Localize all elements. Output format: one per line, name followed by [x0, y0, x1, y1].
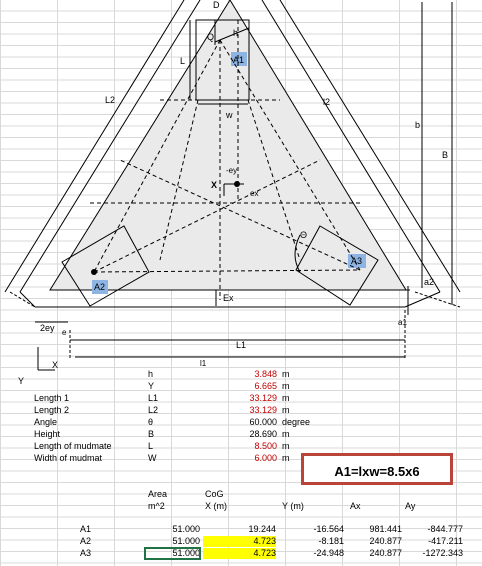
cell-ay[interactable]: -417.211: [428, 536, 463, 546]
label-l1-outer: L1: [236, 340, 247, 350]
param-value[interactable]: 28.690: [249, 429, 277, 439]
cell-x[interactable]: 19.244: [248, 524, 276, 534]
header-cog[interactable]: CoG: [205, 489, 224, 499]
param-symbol[interactable]: Y: [148, 381, 155, 391]
label-2ey: 2ey: [40, 323, 55, 333]
param-unit[interactable]: m: [282, 405, 290, 415]
param-symbol[interactable]: L2: [148, 405, 159, 415]
cell-y[interactable]: -16.564: [313, 524, 344, 534]
row-label[interactable]: A2: [80, 536, 92, 546]
label-q: Q: [207, 32, 215, 42]
param-unit[interactable]: m: [282, 441, 290, 451]
param-unit[interactable]: m: [282, 393, 290, 403]
param-value[interactable]: 6.665: [254, 381, 277, 391]
cell-area-selected[interactable]: 51.000: [145, 548, 200, 559]
param-name[interactable]: Height: [34, 429, 61, 439]
label-a1-dim: a1: [398, 318, 407, 327]
label-l2-inner: l2: [323, 97, 331, 107]
label-w: w: [226, 110, 233, 120]
label-l: L: [180, 56, 186, 66]
header-ay[interactable]: Ay: [405, 501, 416, 511]
cell-x[interactable]: 4.723: [203, 548, 276, 559]
row-label[interactable]: A3: [80, 548, 92, 558]
param-symbol[interactable]: B: [148, 429, 155, 439]
label-l2-outer: L2: [105, 95, 116, 105]
cell-ax[interactable]: 240.877: [369, 536, 402, 546]
param-name[interactable]: Angle: [34, 417, 58, 427]
param-unit[interactable]: m: [282, 369, 290, 379]
label-h: h: [233, 28, 239, 38]
param-name[interactable]: Length of mudmate: [34, 441, 112, 451]
param-symbol[interactable]: h: [148, 369, 154, 379]
label-a2-dim: a2: [424, 277, 435, 287]
param-unit[interactable]: degree: [282, 417, 311, 427]
cell-ay[interactable]: -1272.343: [422, 548, 463, 558]
label-ey: -ey: [226, 166, 238, 175]
header-x[interactable]: X (m): [205, 501, 227, 511]
cell-ax[interactable]: 981.441: [369, 524, 402, 534]
param-symbol[interactable]: θ: [148, 417, 154, 427]
header-ax[interactable]: Ax: [350, 501, 361, 511]
area-formula-callout[interactable]: A1=lxw=8.5x6: [301, 453, 453, 485]
header-area[interactable]: Area: [148, 489, 168, 499]
cell-y[interactable]: -8.181: [318, 536, 344, 546]
label-theta: Θ: [300, 230, 308, 240]
param-value[interactable]: 60.000: [249, 417, 277, 427]
param-name[interactable]: Length 1: [34, 393, 70, 403]
param-unit[interactable]: m: [282, 381, 290, 391]
param-value[interactable]: 6.000: [254, 453, 277, 463]
cell-area[interactable]: 51.000: [172, 536, 200, 546]
inner-triangle: [50, 0, 406, 290]
label-ex-dim: Ex: [223, 293, 234, 303]
cell-area[interactable]: 51.000: [172, 524, 200, 534]
header-area-unit[interactable]: m^2: [148, 501, 165, 511]
label-ex: ex: [250, 189, 259, 198]
param-value[interactable]: 33.129: [249, 405, 277, 415]
param-name[interactable]: Width of mudmat: [34, 453, 103, 463]
label-l1-inner: l1: [200, 359, 207, 368]
label-a3: A3: [351, 256, 363, 266]
cell-ay[interactable]: -844.777: [427, 524, 463, 534]
header-y[interactable]: Y (m): [282, 501, 304, 511]
param-symbol[interactable]: L: [148, 441, 154, 451]
cell-ax[interactable]: 240.877: [369, 548, 402, 558]
param-value[interactable]: 33.129: [249, 393, 277, 403]
label-a2: A2: [94, 282, 106, 292]
label-d: D: [213, 0, 220, 10]
label-e: e: [62, 328, 67, 337]
param-value[interactable]: 8.500: [254, 441, 277, 451]
param-symbol[interactable]: L1: [148, 393, 159, 403]
label-x-centroid: X: [211, 180, 218, 190]
param-name[interactable]: Length 2: [34, 405, 70, 415]
label-a1: A1: [233, 55, 245, 65]
param-unit[interactable]: m: [282, 429, 290, 439]
param-unit[interactable]: m: [282, 453, 290, 463]
label-b: b: [415, 120, 421, 130]
cell-x[interactable]: 4.723: [203, 536, 276, 547]
param-value[interactable]: 3.848: [254, 369, 277, 379]
cell-y[interactable]: -24.948: [313, 548, 344, 558]
label-axis-x: X: [52, 360, 59, 370]
label-big-b: B: [442, 150, 449, 160]
label-axis-y: Y: [18, 376, 25, 386]
row-label[interactable]: A1: [80, 524, 92, 534]
param-symbol[interactable]: W: [148, 453, 157, 463]
